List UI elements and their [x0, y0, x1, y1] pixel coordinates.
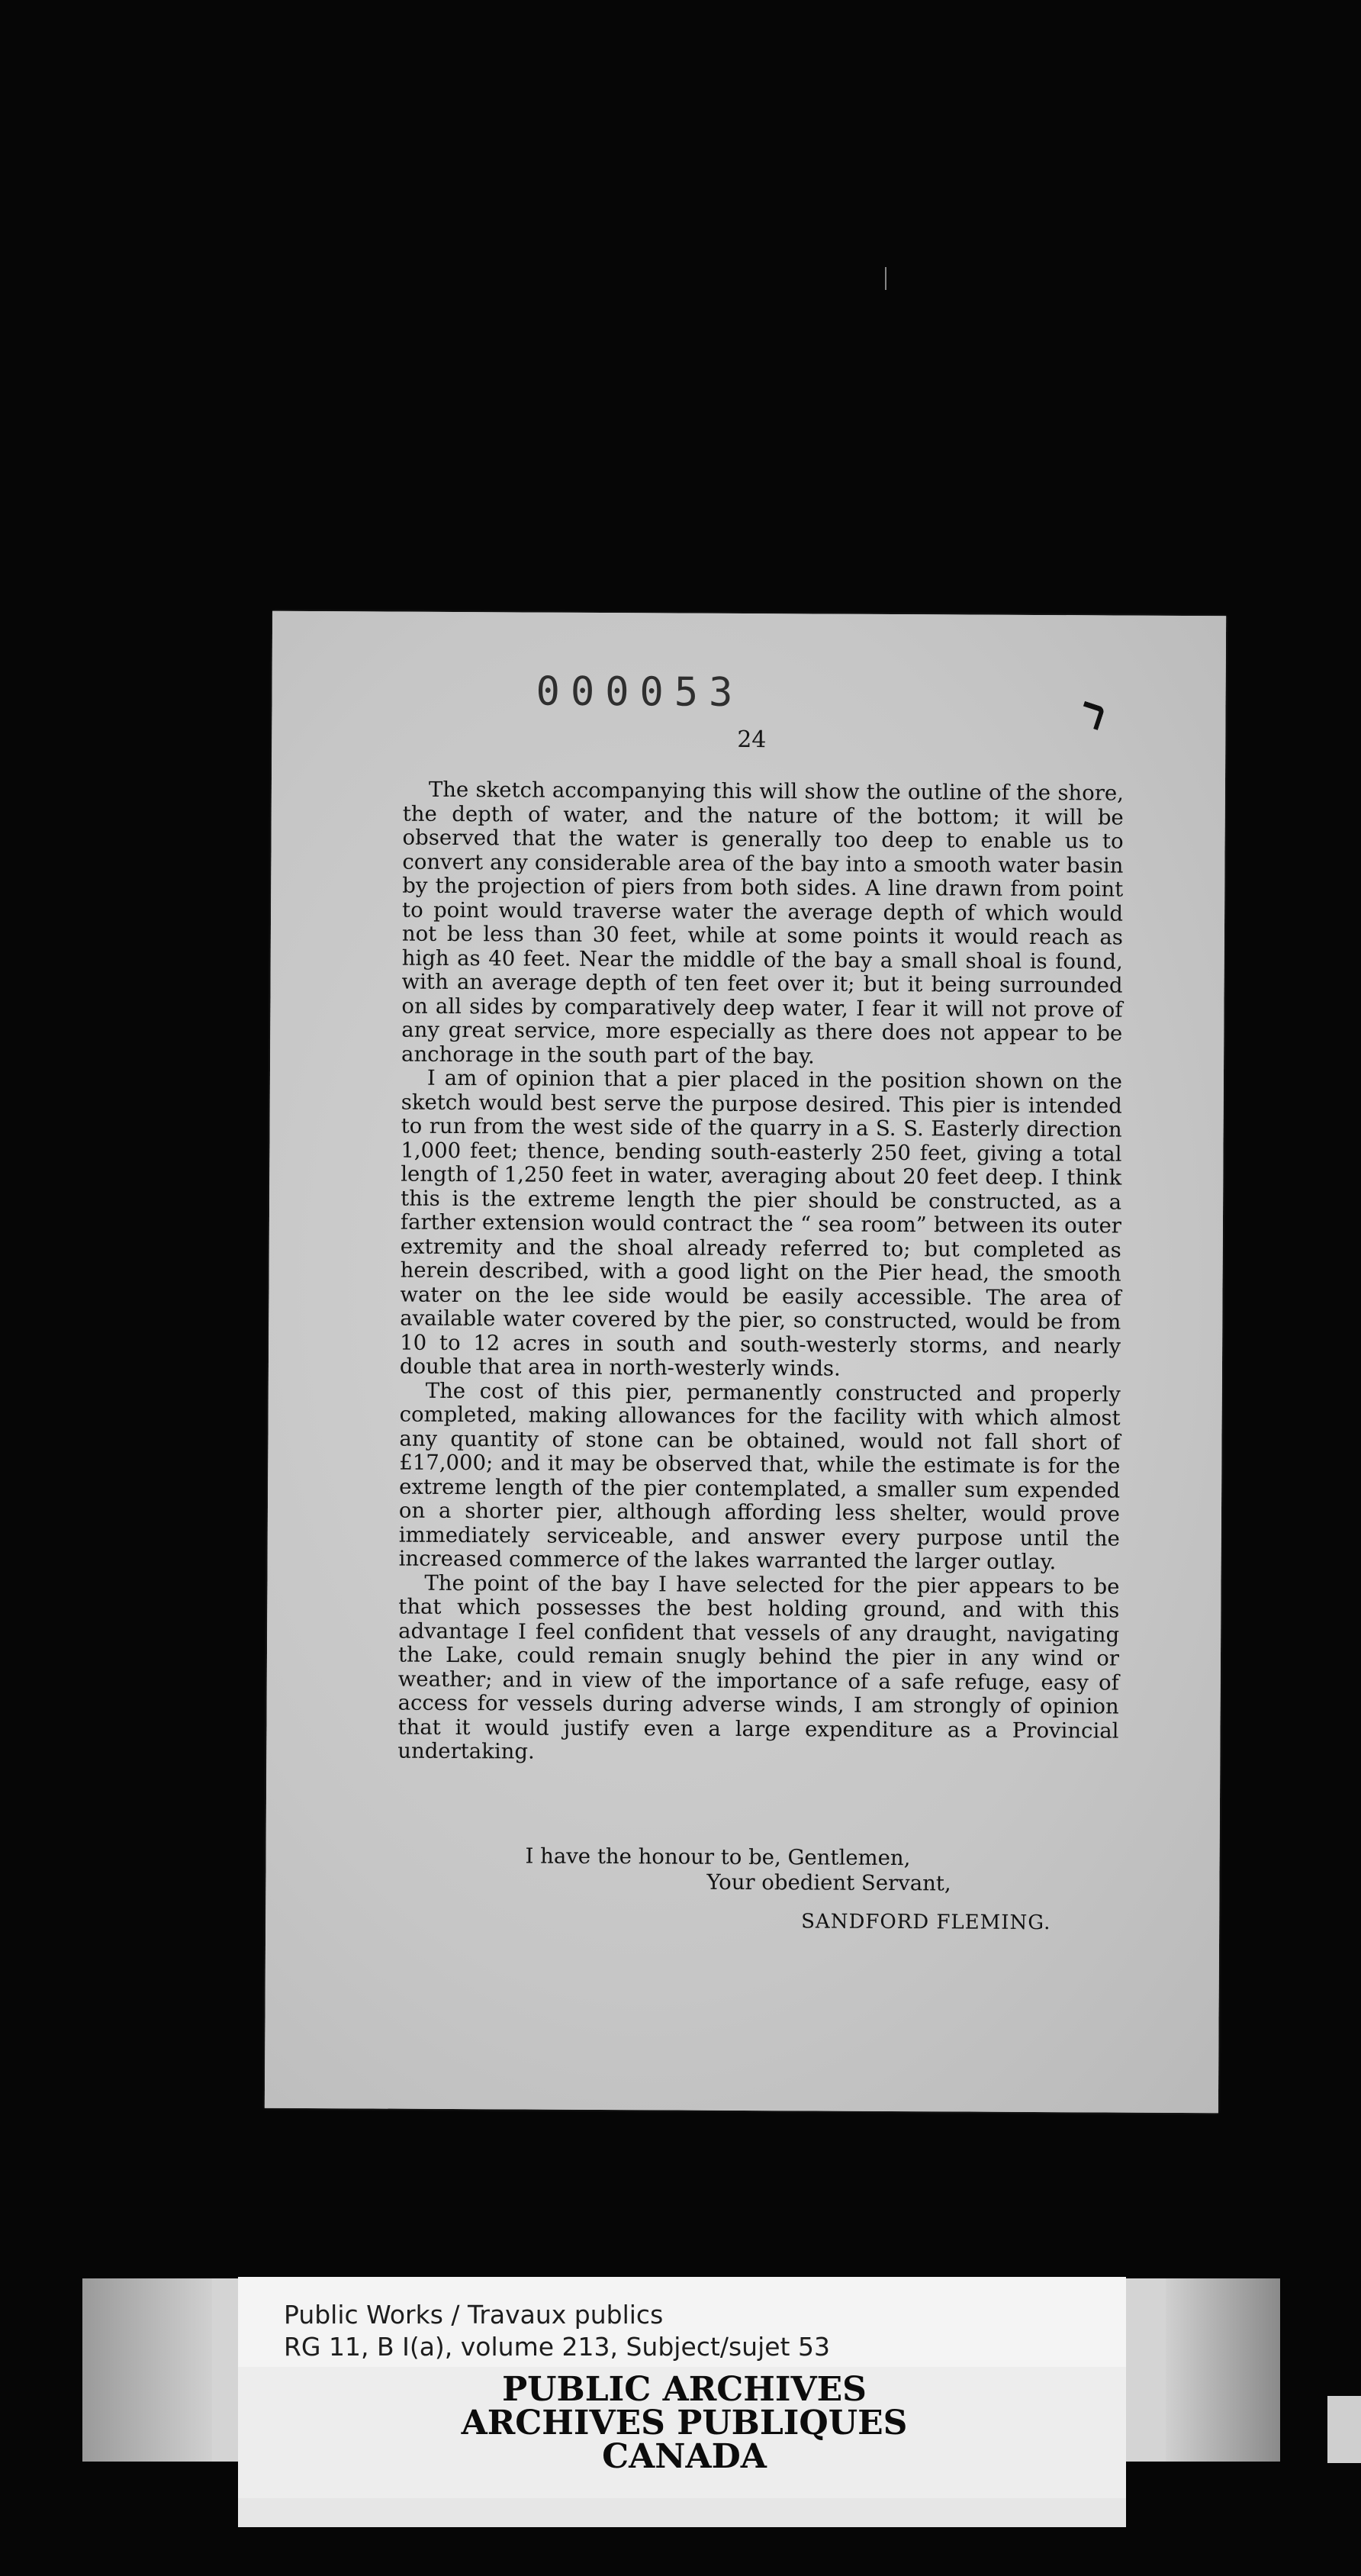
- label-fonds: Public Works / Travaux publics: [284, 2300, 664, 2330]
- document-page: [265, 611, 1226, 2114]
- archives-stamp-line: CANADA: [602, 2437, 767, 2476]
- paragraph: The point of the bay I have selected for the pier appears to be that which possesses the best holding ground, and with this advantage I feel confident that vessels of any draught, navigating the Lake, could remain snugly behind the pier in any wind or weather; and in view of the importance of a safe refuge, easy of access for vessels during adverse winds, I am strongly of opinion that it would justify even a large expenditure as a Provincial undertaking.: [397, 1570, 1120, 1764]
- archive-stamp-number: 000053: [536, 668, 744, 716]
- letter-body: [397, 778, 1124, 1767]
- archives-stamp: [368, 2370, 1001, 2476]
- closing-salutation: I have the honour to be, Gentlemen,: [525, 1843, 911, 1871]
- archives-stamp-line: ARCHIVES PUBLIQUES: [461, 2404, 908, 2442]
- paragraph: The cost of this pier, permanently constructed and properly completed, making allowances for the facility with which almost any quantity of stone can be obtained, would not fall short of £17,000; and it may be observed that, while the estimate is for the extreme length of the pier contemplated, a smaller sum expended on a shorter pier, although affording less shelter, would prove immediately serviceable, and answer every purpose until the increased commerce of the lakes warranted the larger outlay.: [398, 1378, 1121, 1575]
- paragraph: I am of opinion that a pier placed in the position shown on the sketch would best serve the purpose desired. This pier is intended to run from the west side of the quarry in a S. S. Easterly direction 1,000 feet; thence, bending south-easterly 250 feet, giving a total length of 1,250 feet in water, averaging about 20 feet deep. I think this is the extreme length the pier should be constructed, as a farther extension would contract the “ sea room” between its outer extremity and the shoal already referred to; but completed as herein described, with a good light on the Pier head, the smooth water on the lee side would be easily accessible. The area of available water covered by the pier, so constructed, would be from 10 to 12 acres in south and south-westerly storms, and nearly double that area in north-westerly winds.: [399, 1065, 1123, 1381]
- label-bottom-band: [238, 2498, 1126, 2527]
- page-number: 24: [737, 726, 767, 754]
- label-strip-shadow-left: [82, 2278, 212, 2462]
- label-strip-shadow-right: [1166, 2278, 1280, 2462]
- signature: SANDFORD FLEMING.: [801, 1910, 1051, 1935]
- archives-stamp-line: PUBLIC ARCHIVES: [502, 2370, 867, 2409]
- closing-valediction: Your obedient Servant,: [706, 1869, 951, 1896]
- label-reference: RG 11, B I(a), volume 213, Subject/sujet 53: [284, 2332, 830, 2362]
- film-scratch: [885, 267, 886, 290]
- corner-mark-icon: [1077, 701, 1105, 730]
- archive-label-card: [238, 2277, 1126, 2521]
- letter-closing: [397, 1843, 1130, 1937]
- film-edge-piece: [1327, 2396, 1361, 2463]
- paragraph: The sketch accompanying this will show the outline of the shore, the depth of water, and the nature of the bottom; it will be observed that the water is generally too deep to enable us to convert any considerable area of the bay into a smooth water basin by the projection of piers from both sides. A line drawn from point to point would traverse water the average depth of which would not be less than 30 feet, while at some points it would reach as high as 40 feet. Near the middle of the bay a small shoal is found, with an average depth of ten feet over it; but it being surrounded on all sides by comparatively deep water, I fear it will not prove of any great service, more especially as there does not appear to be anchorage in the south part of the bay.: [401, 777, 1124, 1068]
